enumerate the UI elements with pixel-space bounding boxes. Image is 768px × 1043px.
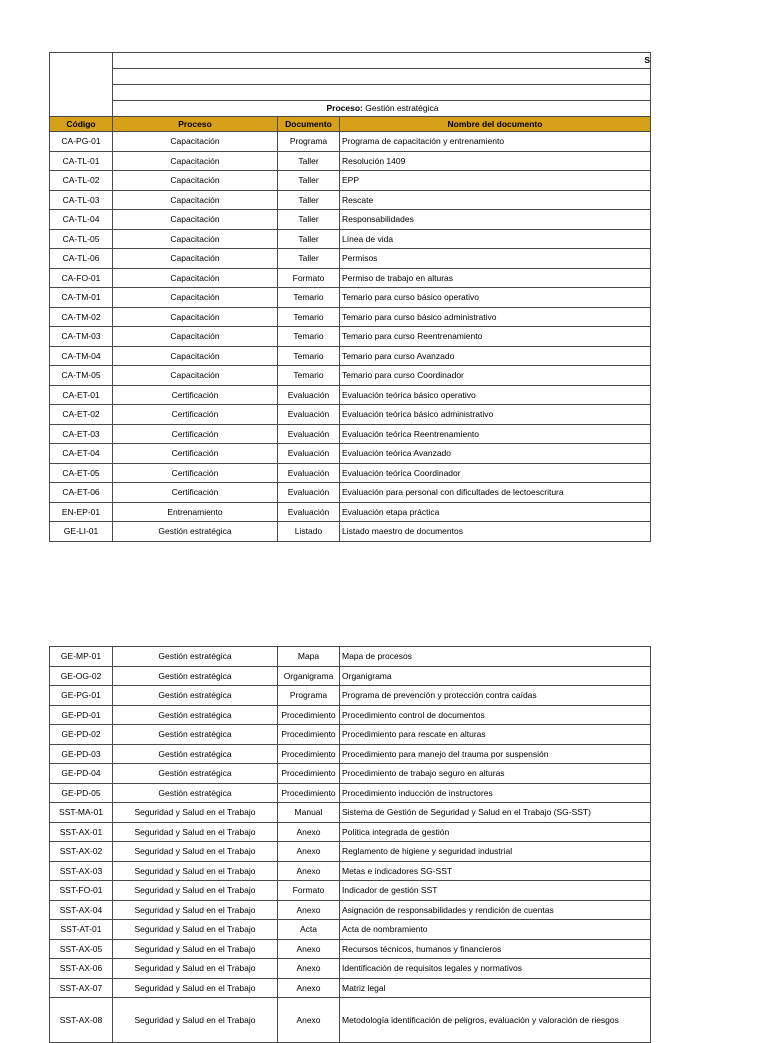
- table-row: [50, 502, 651, 522]
- table-row: [50, 288, 651, 308]
- cell-process: Capacitación: [113, 190, 278, 210]
- cell-process: Gestión estratégica: [113, 764, 278, 784]
- cell-code: CA-ET-04: [50, 444, 113, 464]
- cell-document: Listado: [278, 522, 340, 542]
- cell-code: SST-AX-06: [50, 959, 113, 979]
- cell-code: SST-AX-07: [50, 978, 113, 998]
- column-header-code: Código: [50, 117, 113, 132]
- table-row: [50, 463, 651, 483]
- cell-code: CA-TL-01: [50, 151, 113, 171]
- cell-code: GE-PD-05: [50, 783, 113, 803]
- cell-process: Seguridad y Salud en el Trabajo: [113, 959, 278, 979]
- cell-process: Seguridad y Salud en el Trabajo: [113, 861, 278, 881]
- cell-document: Anexo: [278, 959, 340, 979]
- table-row: [50, 483, 651, 503]
- cell-document: Temario: [278, 366, 340, 386]
- cell-process: Seguridad y Salud en el Trabajo: [113, 842, 278, 862]
- cell-code: SST-FO-01: [50, 881, 113, 901]
- table-row: [50, 978, 651, 998]
- cell-name: Política integrada de gestión: [340, 822, 651, 842]
- cell-name: Temario para curso Avanzado: [340, 346, 651, 366]
- cell-code: CA-ET-01: [50, 385, 113, 405]
- cell-code: CA-ET-03: [50, 424, 113, 444]
- cell-name: Rescate: [340, 190, 651, 210]
- table-row: [50, 822, 651, 842]
- table-row: [50, 268, 651, 288]
- cell-process: Capacitación: [113, 210, 278, 230]
- cell-code: GE-MP-01: [50, 647, 113, 667]
- cell-code: CA-ET-02: [50, 405, 113, 425]
- cell-process: Gestión estratégica: [113, 744, 278, 764]
- cell-document: Anexo: [278, 900, 340, 920]
- cell-code: CA-TL-06: [50, 249, 113, 269]
- cell-name: EPP: [340, 171, 651, 191]
- cell-document: Programa: [278, 686, 340, 706]
- cell-code: GE-LI-01: [50, 522, 113, 542]
- cell-document: Evaluación: [278, 463, 340, 483]
- cell-name: Responsabilidades: [340, 210, 651, 230]
- cell-document: Evaluación: [278, 444, 340, 464]
- cell-process: Capacitación: [113, 249, 278, 269]
- cell-document: Programa: [278, 132, 340, 152]
- cell-name: Resolución 1409: [340, 151, 651, 171]
- table-row: [50, 744, 651, 764]
- cell-name: Identificación de requisitos legales y normativos: [340, 959, 651, 979]
- cell-document: Evaluación: [278, 385, 340, 405]
- cell-code: SST-MA-01: [50, 803, 113, 823]
- cell-document: Procedimiento: [278, 705, 340, 725]
- cell-process: Capacitación: [113, 268, 278, 288]
- cell-code: CA-TM-03: [50, 327, 113, 347]
- cell-code: CA-TM-04: [50, 346, 113, 366]
- cell-document: Manual: [278, 803, 340, 823]
- table-row: [50, 900, 651, 920]
- table-row: [50, 307, 651, 327]
- cell-name: Evaluación teórica Coordinador: [340, 463, 651, 483]
- table-row: [50, 842, 651, 862]
- cell-process: Certificación: [113, 463, 278, 483]
- cell-name: Temario para curso Reentrenamiento: [340, 327, 651, 347]
- cell-process: Seguridad y Salud en el Trabajo: [113, 900, 278, 920]
- cell-code: CA-TM-05: [50, 366, 113, 386]
- documents-table-bottom: [49, 646, 651, 1043]
- table-row: [50, 764, 651, 784]
- cell-process: Capacitación: [113, 288, 278, 308]
- cell-document: Temario: [278, 346, 340, 366]
- logo-cell: [50, 53, 113, 117]
- cell-code: SST-AX-02: [50, 842, 113, 862]
- header-blank-row: [113, 69, 651, 85]
- table-row: [50, 229, 651, 249]
- cell-name: Temario para curso Coordinador: [340, 366, 651, 386]
- cell-process: Certificación: [113, 444, 278, 464]
- cell-name: Mapa de procesos: [340, 647, 651, 667]
- cell-process: Capacitación: [113, 346, 278, 366]
- cell-code: GE-PG-01: [50, 686, 113, 706]
- cell-code: CA-FO-01: [50, 268, 113, 288]
- cell-name: Programa de prevención y protección contra caídas: [340, 686, 651, 706]
- cell-name: Matriz legal: [340, 978, 651, 998]
- table-row: [50, 424, 651, 444]
- cell-name: Metas e indicadores SG-SST: [340, 861, 651, 881]
- cell-document: Taller: [278, 249, 340, 269]
- table-row: [50, 861, 651, 881]
- cell-name: Listado maestro de documentos: [340, 522, 651, 542]
- cell-process: Capacitación: [113, 307, 278, 327]
- cell-code: CA-TM-01: [50, 288, 113, 308]
- cell-name: Sistema de Gestión de Seguridad y Salud en el Trabajo (SG-SST): [340, 803, 651, 823]
- cell-code: SST-AT-01: [50, 920, 113, 940]
- table-row: [50, 210, 651, 230]
- cell-name: Evaluación etapa práctica: [340, 502, 651, 522]
- cell-code: GE-PD-01: [50, 705, 113, 725]
- table-row: [50, 939, 651, 959]
- cell-document: Taller: [278, 171, 340, 191]
- cell-code: CA-TM-02: [50, 307, 113, 327]
- header-blank-row-2: [113, 85, 651, 101]
- cell-name: Indicador de gestión SST: [340, 881, 651, 901]
- table-row: [50, 881, 651, 901]
- cell-document: Temario: [278, 327, 340, 347]
- cell-name: Metodología identificación de peligros, evaluación y valoración de riesgos: [340, 998, 651, 1043]
- cell-name: Permiso de trabajo en alturas: [340, 268, 651, 288]
- cell-document: Procedimiento: [278, 744, 340, 764]
- cell-document: Anexo: [278, 978, 340, 998]
- cell-code: CA-ET-05: [50, 463, 113, 483]
- cell-name: Procedimiento control de documentos: [340, 705, 651, 725]
- cell-document: Anexo: [278, 822, 340, 842]
- table-row: [50, 444, 651, 464]
- table-row: [50, 190, 651, 210]
- cell-name: Evaluación teórica básico operativo: [340, 385, 651, 405]
- cell-process: Certificación: [113, 385, 278, 405]
- table-row: [50, 366, 651, 386]
- cell-process: Gestión estratégica: [113, 522, 278, 542]
- cell-process: Gestión estratégica: [113, 783, 278, 803]
- cell-document: Evaluación: [278, 483, 340, 503]
- cell-code: SST-AX-03: [50, 861, 113, 881]
- process-value: Gestión estratégica: [365, 103, 439, 113]
- cell-process: Certificación: [113, 483, 278, 503]
- cell-code: SST-AX-04: [50, 900, 113, 920]
- cell-name: Procedimiento para rescate en alturas: [340, 725, 651, 745]
- table-row: [50, 405, 651, 425]
- cell-document: Procedimiento: [278, 783, 340, 803]
- cell-document: Procedimiento: [278, 725, 340, 745]
- table-row: [50, 346, 651, 366]
- cell-document: Temario: [278, 307, 340, 327]
- cell-process: Seguridad y Salud en el Trabajo: [113, 881, 278, 901]
- cell-process: Capacitación: [113, 171, 278, 191]
- table-row: [50, 171, 651, 191]
- cell-document: Temario: [278, 288, 340, 308]
- cell-name: Línea de vida: [340, 229, 651, 249]
- table-row: [50, 647, 651, 667]
- cell-name: Recursos técnicos, humanos y financieros: [340, 939, 651, 959]
- cell-document: Taller: [278, 151, 340, 171]
- table-row: [50, 327, 651, 347]
- table-row: [50, 132, 651, 152]
- cell-name: Evaluación teórica Reentrenamiento: [340, 424, 651, 444]
- cell-name: Asignación de responsabilidades y rendición de cuentas: [340, 900, 651, 920]
- cell-process: Gestión estratégica: [113, 725, 278, 745]
- cell-document: Evaluación: [278, 424, 340, 444]
- cell-name: Reglamento de higiene y seguridad industrial: [340, 842, 651, 862]
- cell-name: Programa de capacitación y entrenamiento: [340, 132, 651, 152]
- cell-process: Seguridad y Salud en el Trabajo: [113, 803, 278, 823]
- cell-code: CA-PG-01: [50, 132, 113, 152]
- cell-name: Procedimiento para manejo del trauma por suspensión: [340, 744, 651, 764]
- cell-document: Taller: [278, 190, 340, 210]
- cell-code: EN-EP-01: [50, 502, 113, 522]
- cell-document: Formato: [278, 268, 340, 288]
- cell-code: SST-AX-08: [50, 998, 113, 1043]
- table-row: [50, 705, 651, 725]
- cell-process: Capacitación: [113, 151, 278, 171]
- cell-code: CA-TL-03: [50, 190, 113, 210]
- document-title: S: [113, 53, 651, 69]
- cell-name: Evaluación teórica básico administrativo: [340, 405, 651, 425]
- cell-code: CA-TL-04: [50, 210, 113, 230]
- table-row: [50, 686, 651, 706]
- cell-process: Capacitación: [113, 327, 278, 347]
- cell-document: Taller: [278, 210, 340, 230]
- cell-process: Capacitación: [113, 132, 278, 152]
- cell-document: Anexo: [278, 998, 340, 1043]
- cell-code: GE-PD-04: [50, 764, 113, 784]
- cell-process: Seguridad y Salud en el Trabajo: [113, 998, 278, 1043]
- process-header: [113, 101, 651, 117]
- cell-name: Evaluación para personal con dificultades de lectoescritura: [340, 483, 651, 503]
- cell-code: CA-TL-05: [50, 229, 113, 249]
- cell-process: Capacitación: [113, 229, 278, 249]
- table-row: [50, 998, 651, 1043]
- cell-process: Gestión estratégica: [113, 647, 278, 667]
- column-header-process: Proceso: [113, 117, 278, 132]
- cell-code: CA-TL-02: [50, 171, 113, 191]
- process-label: Proceso:: [326, 103, 363, 113]
- cell-document: Acta: [278, 920, 340, 940]
- cell-process: Gestión estratégica: [113, 686, 278, 706]
- cell-name: Organigrama: [340, 666, 651, 686]
- table-row: [50, 151, 651, 171]
- cell-process: Entrenamiento: [113, 502, 278, 522]
- cell-name: Procedimiento inducción de instructores: [340, 783, 651, 803]
- cell-code: SST-AX-05: [50, 939, 113, 959]
- cell-document: Evaluación: [278, 502, 340, 522]
- table-row: [50, 725, 651, 745]
- documents-table-top: [49, 52, 651, 542]
- table-row: [50, 783, 651, 803]
- cell-document: Evaluación: [278, 405, 340, 425]
- cell-name: Evaluación teórica Avanzado: [340, 444, 651, 464]
- cell-process: Seguridad y Salud en el Trabajo: [113, 939, 278, 959]
- table-row: [50, 249, 651, 269]
- cell-name: Temario para curso básico operativo: [340, 288, 651, 308]
- table-row: [50, 920, 651, 940]
- cell-document: Procedimiento: [278, 764, 340, 784]
- table-row: [50, 385, 651, 405]
- cell-process: Certificación: [113, 405, 278, 425]
- table-row: [50, 666, 651, 686]
- cell-name: Permisos: [340, 249, 651, 269]
- cell-document: Organigrama: [278, 666, 340, 686]
- column-header-document: Documento: [278, 117, 340, 132]
- cell-code: GE-OG-02: [50, 666, 113, 686]
- cell-document: Anexo: [278, 842, 340, 862]
- cell-code: SST-AX-01: [50, 822, 113, 842]
- cell-code: GE-PD-02: [50, 725, 113, 745]
- column-header-row: [50, 117, 651, 132]
- cell-process: Gestión estratégica: [113, 705, 278, 725]
- cell-name: Temario para curso básico administrativo: [340, 307, 651, 327]
- cell-document: Formato: [278, 881, 340, 901]
- cell-document: Anexo: [278, 939, 340, 959]
- table-row: [50, 522, 651, 542]
- cell-code: GE-PD-03: [50, 744, 113, 764]
- cell-name: Acta de nombramiento: [340, 920, 651, 940]
- cell-document: Mapa: [278, 647, 340, 667]
- cell-process: Seguridad y Salud en el Trabajo: [113, 920, 278, 940]
- cell-code: CA-ET-06: [50, 483, 113, 503]
- cell-process: Capacitación: [113, 366, 278, 386]
- table-row: [50, 803, 651, 823]
- cell-process: Seguridad y Salud en el Trabajo: [113, 822, 278, 842]
- cell-name: Procedimiento de trabajo seguro en alturas: [340, 764, 651, 784]
- table-row: [50, 959, 651, 979]
- column-header-name: Nombre del documento: [340, 117, 651, 132]
- cell-document: Taller: [278, 229, 340, 249]
- cell-process: Gestión estratégica: [113, 666, 278, 686]
- cell-process: Certificación: [113, 424, 278, 444]
- cell-document: Anexo: [278, 861, 340, 881]
- cell-process: Seguridad y Salud en el Trabajo: [113, 978, 278, 998]
